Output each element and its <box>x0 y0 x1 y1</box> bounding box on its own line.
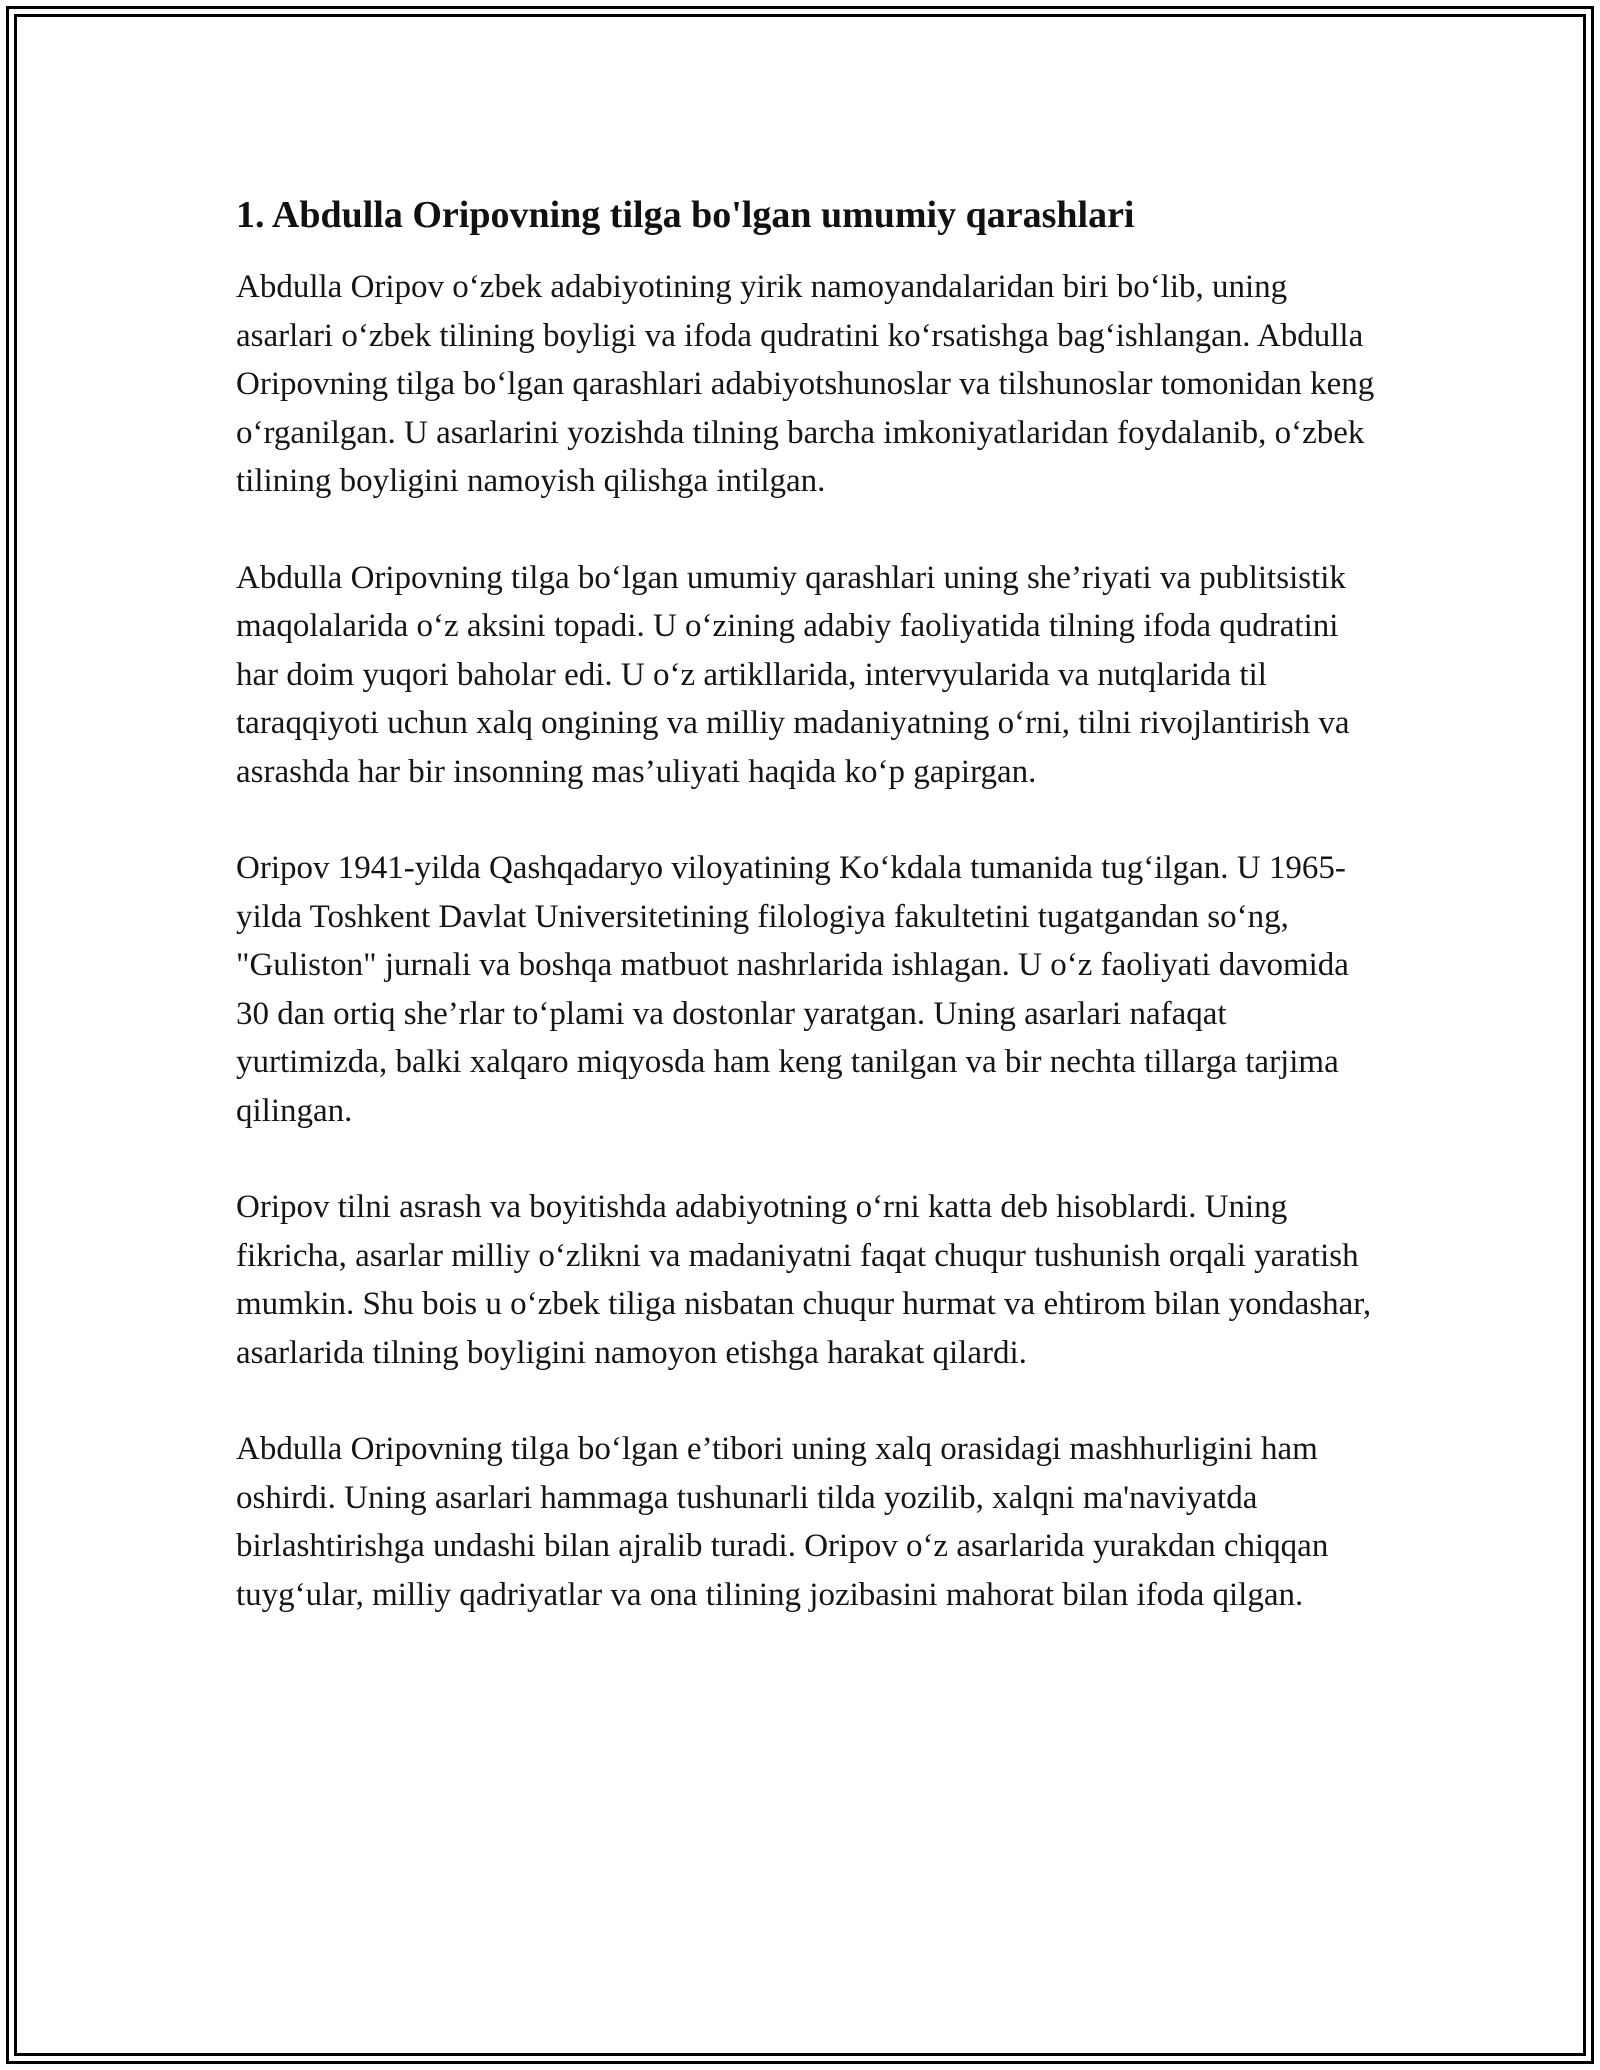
section-heading: 1. Abdulla Oripovning tilga bo'lgan umumiy qarashlari <box>236 194 1135 236</box>
paragraph-4: Oripov tilni asrash va boyitishda adabiyotning o‘rni katta deb hisoblardi. Uning fikricha, asarlar milliy o‘zlikni va madaniyatni faqat chuqur tushunish orqali yaratish mumkin. Shu bois u o‘zbek tiliga nisbatan chuqur hurmat va ehtirom bilan yondashar, asarlarida tilning boyligini namoyon etishga harakat qilardi. <box>236 1189 1372 1371</box>
document-body <box>236 185 1376 1667</box>
paragraph-5: Abdulla Oripovning tilga bo‘lgan e’tibori uning xalq orasidagi mashhurligini ham oshirdi. Uning asarlari hammaga tushunarli tilda yozilib, xalqni ma'naviyatda birlashtirishga undashi bilan ajralib turadi. Oripov o‘z asarlarida yurakdan chiqqan tuyg‘ular, milliy qadriyatlar va ona tilining jozibasini mahorat bilan ifoda qilgan. <box>236 1431 1329 1613</box>
paragraph-3: Oripov 1941-yilda Qashqadaryo viloyatining Ko‘kdala tumanida tug‘ilgan. U 1965-yilda Toshkent Davlat Universitetining filologiya fakultetini tugatgandan so‘ng, "Guliston" jurnali va boshqa matbuot nashrlarida ishlagan. U o‘z faoliyati davomida 30 dan ortiq she’rlar to‘plami va dostonlar yaratgan. Uning asarlari nafaqat yurtimizda, balki xalqaro miqyosda ham keng tanilgan va bir nechta tillarga tarjima qilingan. <box>236 850 1349 1129</box>
paragraph-1: Abdulla Oripov o‘zbek adabiyotining yirik namoyandalaridan biri bo‘lib, uning asarlari o‘zbek tilining boyligi va ifoda qudratini ko‘rsatishga bag‘ishlangan. Abdulla Oripovning tilga bo‘lgan qarashlari adabiyotshunoslar va tilshunoslar tomonidan keng o‘rganilgan. U asarlarini yozishda tilning barcha imkoniyatlaridan foydalanib, o‘zbek tilining boyligini namoyish qilishga intilgan. <box>236 269 1375 499</box>
paragraph-2: Abdulla Oripovning tilga bo‘lgan umumiy qarashlari uning she’riyati va publitsistik maqolalarida o‘z aksini topadi. U o‘zining adabiy faoliyatida tilning ifoda qudratini har doim yuqori baholar edi. U o‘z artikllarida, intervyularida va nutqlarida til taraqqiyoti uchun xalq ongining va milliy madaniyatning o‘rni, tilni rivojlantirish va asrashda har bir insonning mas’uliyati haqida ko‘p gapirgan. <box>236 559 1350 790</box>
